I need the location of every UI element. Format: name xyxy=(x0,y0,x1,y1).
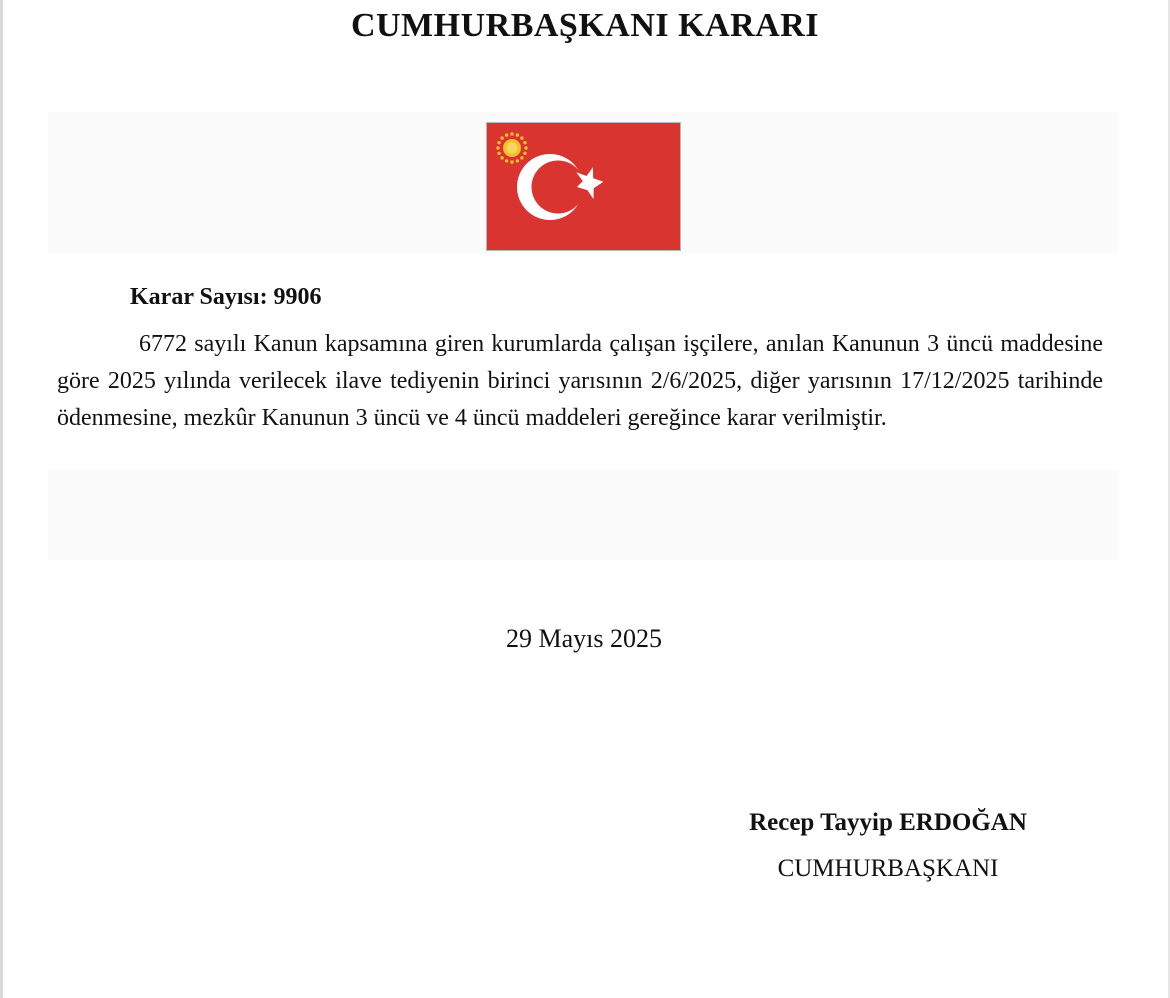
emblem-star xyxy=(524,146,527,149)
signatory-name: Recep Tayyip ERDOĞAN xyxy=(749,809,1027,836)
emblem-star xyxy=(516,133,519,136)
emblem-star xyxy=(510,132,513,135)
decision-number: Karar Sayısı: 9906 xyxy=(130,284,322,310)
emblem-star xyxy=(497,141,500,144)
emblem-star xyxy=(523,152,526,155)
emblem-star xyxy=(510,160,513,163)
lower-background-band xyxy=(48,470,1118,560)
emblem-star xyxy=(500,136,503,139)
decision-date: 29 Mayıs 2025 xyxy=(506,624,662,653)
emblem-star xyxy=(516,159,519,162)
emblem-star xyxy=(505,159,508,162)
emblem-star xyxy=(520,136,523,139)
emblem-star xyxy=(496,146,499,149)
signatory-title: CUMHURBAŞKANI xyxy=(777,855,999,882)
turkish-flag-icon xyxy=(486,122,681,251)
decision-body-paragraph: 6772 sayılı Kanun kapsamına giren kurumlarda çalışan işçilere, anılan Kanunun 3 üncü maddesine göre 2025 yılında verilecek ilave tediyenin birinci yarısının 2/6/2025, diğer yarısının 17/12/2025 tarihinde ödenmesine, mezkûr Kanunun 3 üncü ve 4 üncü maddeleri gereğince karar verilmiştir. xyxy=(57,331,1103,431)
emblem-star xyxy=(500,156,503,159)
emblem-star xyxy=(505,133,508,136)
emblem-star xyxy=(520,156,523,159)
emblem-star xyxy=(523,141,526,144)
emblem-star xyxy=(497,152,500,155)
flag-graphic xyxy=(487,123,680,250)
page-left-edge xyxy=(0,0,3,998)
document-title: CUMHURBAŞKANI KARARI xyxy=(350,7,820,44)
